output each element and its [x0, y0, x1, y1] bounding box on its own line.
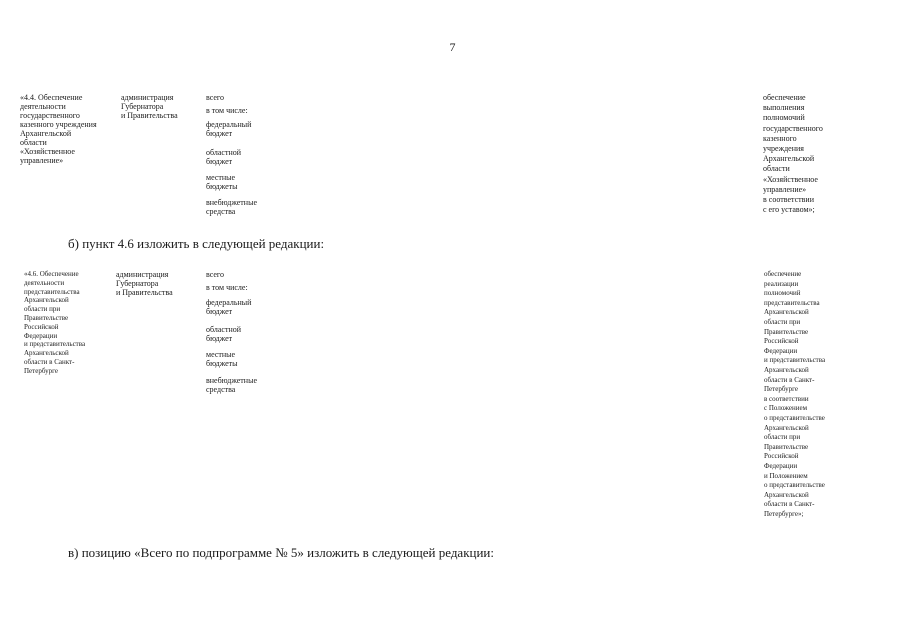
- note-line: Петербурге»;: [764, 510, 804, 518]
- note-line: области при: [764, 318, 801, 326]
- note-line: управление»: [763, 184, 807, 194]
- program-line: Архангельской: [20, 129, 72, 138]
- row-label: федеральный: [206, 120, 252, 129]
- program-line: «4.4. Обеспечение: [20, 93, 83, 102]
- program-line: Федерации: [24, 331, 58, 340]
- heading-c: в) позицию «Всего по подпрограмме № 5» изложить в следующей редакции:: [68, 545, 495, 560]
- program-line: казенного учреждения: [20, 120, 97, 129]
- program-line: государственного: [20, 111, 80, 120]
- executor-line: и Правительства: [121, 111, 178, 120]
- note-line: Архангельской: [764, 490, 809, 499]
- program-line: области в Санкт-: [24, 358, 75, 366]
- row-label: в том числе:: [206, 106, 248, 115]
- note-line: области при: [764, 433, 801, 442]
- program-line: Архангельской: [24, 296, 69, 305]
- executor-line: Губернатора: [116, 279, 159, 288]
- row-label: средства: [206, 207, 236, 216]
- row-label: в том числе:: [206, 283, 248, 292]
- executor-line: администрация: [116, 270, 169, 279]
- note-line: казенного: [763, 133, 797, 143]
- note-line: Российской: [764, 337, 799, 346]
- note-line: Федерации: [764, 462, 798, 470]
- row-label: местные: [206, 350, 236, 359]
- row-label: бюджет: [206, 334, 233, 343]
- program-line: Архангельской: [24, 349, 69, 358]
- note-line: Российской: [764, 452, 799, 461]
- note-line: о представительстве: [764, 414, 825, 422]
- row-label: областной: [206, 148, 242, 157]
- note-line: Архангельской: [763, 154, 815, 164]
- program-line: области при: [24, 305, 61, 314]
- row-label: бюджет: [206, 157, 233, 166]
- note-line: обеспечение: [763, 93, 806, 102]
- program-line: «Хозяйственное: [20, 147, 75, 156]
- row-label: всего: [206, 270, 225, 279]
- program-line: «4.6. Обеспечение: [24, 270, 79, 278]
- row-label: внебюджетные: [206, 376, 257, 385]
- executor-line: и Правительства: [116, 288, 173, 297]
- executor-line: Губернатора: [121, 102, 164, 111]
- row-label: бюджеты: [206, 359, 238, 368]
- program-line: и представительства: [24, 340, 86, 349]
- note-line: обеспечение: [764, 270, 802, 278]
- note-line: и представительства: [764, 356, 826, 365]
- row-label: бюджеты: [206, 182, 238, 191]
- program-line: Петербурге: [24, 366, 59, 375]
- note-line: полномочий: [763, 113, 805, 123]
- note-line: области: [763, 164, 790, 174]
- note-line: Петербурге: [764, 385, 799, 394]
- note-line: Федерации: [764, 346, 798, 355]
- note-line: Архангельской: [764, 366, 809, 374]
- row-label: всего: [206, 93, 225, 102]
- heading-b: б) пункт 4.6 изложить в следующей редакции:: [68, 236, 325, 251]
- note-line: Архангельской: [764, 308, 809, 317]
- note-line: в соответствии: [763, 195, 814, 204]
- note-line: с Положением: [764, 404, 808, 413]
- row-label: средства: [206, 385, 236, 394]
- row-label: внебюджетные: [206, 198, 257, 207]
- program-line: управление»: [20, 156, 64, 165]
- program-line: Российской: [24, 322, 59, 331]
- row-label: федеральный: [206, 298, 252, 307]
- note-line: государственного: [763, 123, 823, 133]
- page-number: 7: [449, 40, 456, 54]
- program-line: деятельности: [24, 278, 65, 287]
- note-line: о представительстве: [764, 481, 825, 490]
- note-line: представительства: [764, 298, 820, 307]
- note-line: и Положением: [764, 471, 808, 480]
- executor-line: администрация: [121, 93, 174, 102]
- note-line: области в Санкт-: [764, 500, 815, 509]
- note-line: учреждения: [763, 144, 804, 153]
- note-line: выполнения: [763, 103, 805, 113]
- note-line: полномочий: [764, 289, 801, 298]
- note-line: области в Санкт-: [764, 375, 815, 384]
- note-line: с его уставом»;: [763, 205, 815, 215]
- row-label: местные: [206, 173, 236, 182]
- note-line: «Хозяйственное: [763, 174, 818, 184]
- note-line: Правительстве: [764, 327, 809, 336]
- note-line: Архангельской: [764, 423, 809, 432]
- program-line: представительства: [24, 287, 80, 296]
- row-label: бюджет: [206, 129, 233, 138]
- note-line: Правительстве: [764, 442, 809, 451]
- program-line: области: [20, 138, 47, 147]
- row-label: бюджет: [206, 307, 233, 316]
- note-line: реализации: [764, 279, 799, 288]
- program-line: деятельности: [20, 102, 66, 111]
- note-line: в соответствии: [764, 394, 809, 403]
- row-label: областной: [206, 325, 242, 334]
- program-line: Правительстве: [24, 314, 69, 322]
